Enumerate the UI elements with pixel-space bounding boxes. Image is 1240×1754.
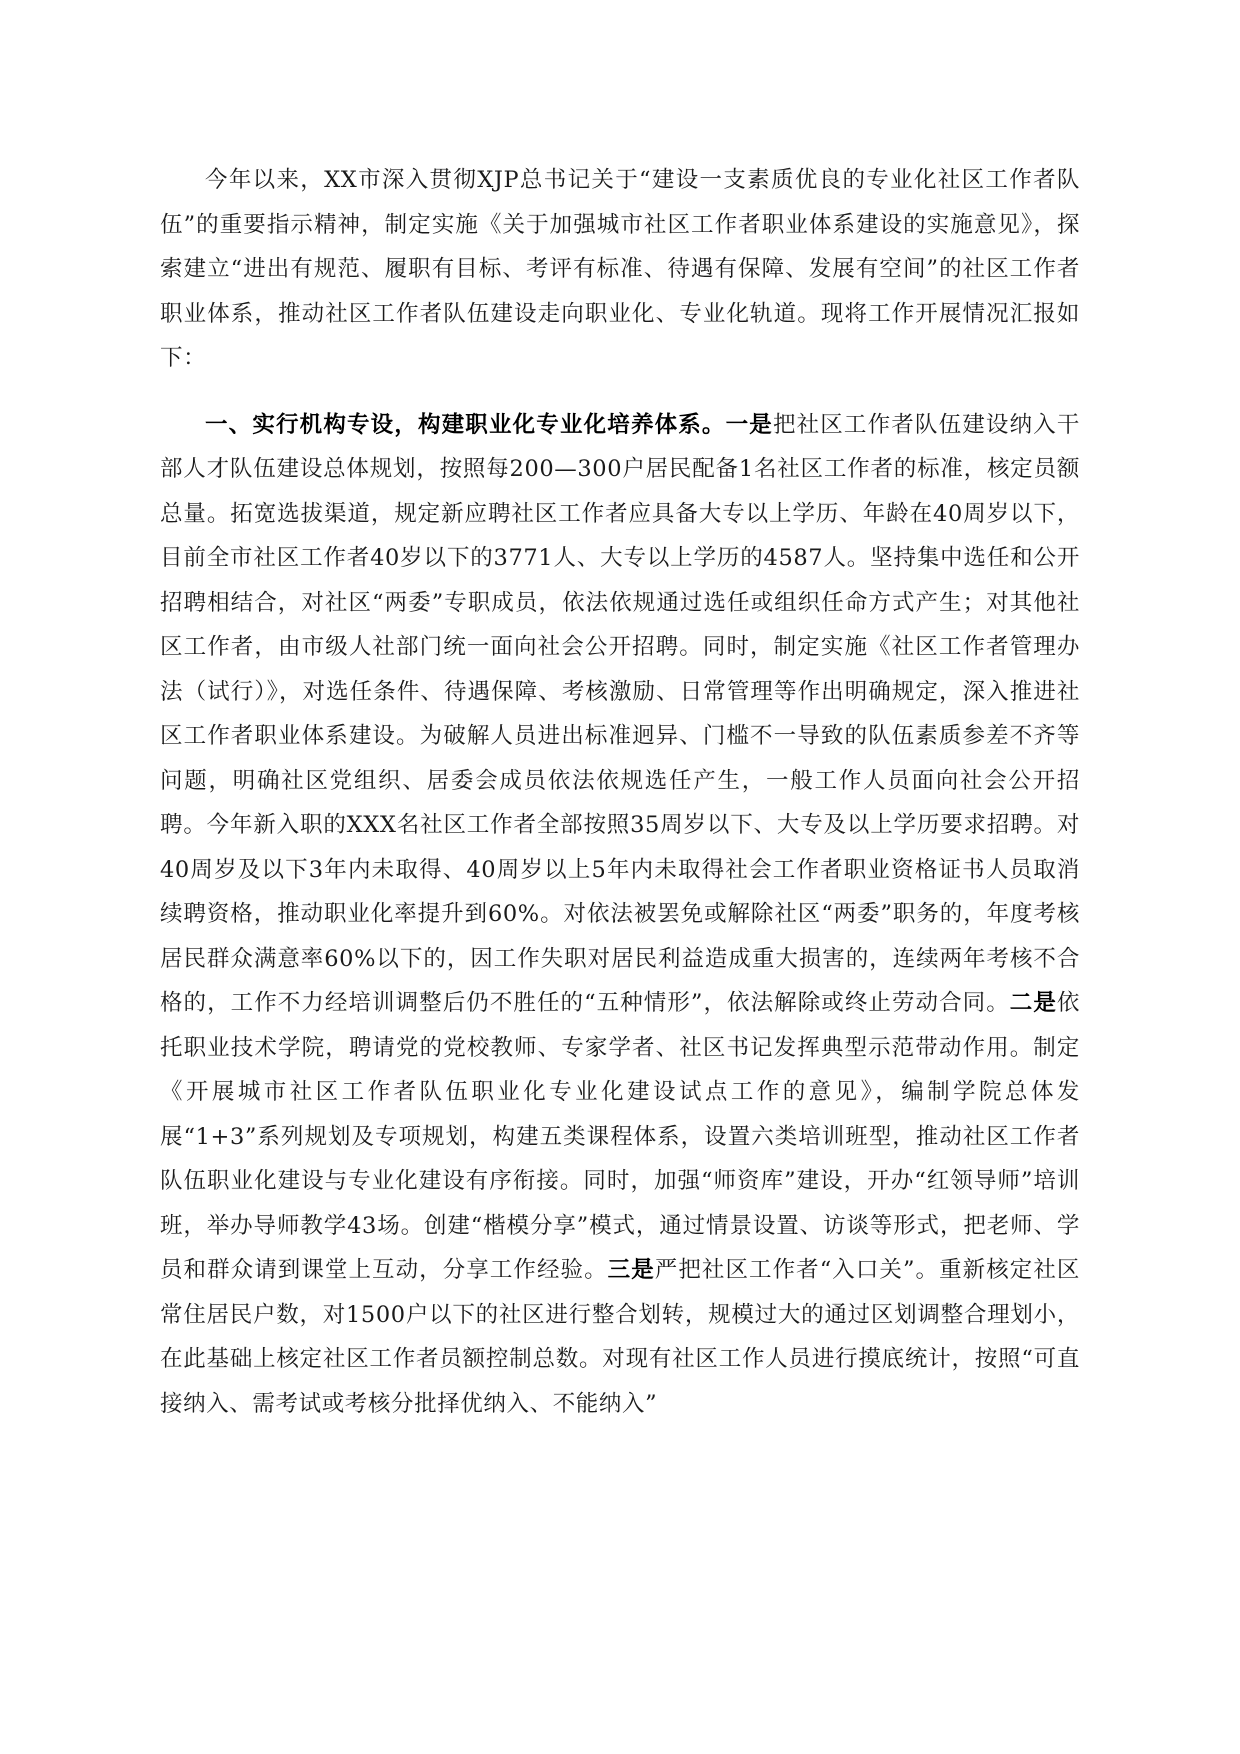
point-three-label: 三是: [607, 1257, 655, 1283]
point-one-text: 把社区工作者队伍建设纳入干部人才队伍建设总体规划，按照每200—300户居民配备1名社区工作者的标准，核定员额总量。拓宽选拔渠道，规定新应聘社区工作者应具备大专以上学历、年龄在40周岁以下，目前全市社区工作者40岁以下的3771人、大专以上学历的4587人。坚持集中选任和公开招聘相结合，对社区“两委”专职成员，依法依规通过选任或组织任命方式产生；对其他社区工作者，由市级人社部门统一面向社会公开招聘。同时，制定实施《社区工作者管理办法（试行）》，对选任条件、待遇保障、考核激励、日常管理等作出明确规定，深入推进社区工作者职业体系建设。为破解人员进出标准迥异、门槛不一导致的队伍素质参差不齐等问题，明确社区党组织、居委会成员依法依规选任产生，一般工作人员面向社会公开招聘。今年新入职的XXX名社区工作者全部按照35周岁以下、大专及以上学历要求招聘。对40周岁及以下3年内未取得、40周岁以上5年内未取得社会工作者职业资格证书人员取消续聘资格，推动职业化率提升到60%。对依法被罢免或解除社区“两委”职务的，年度考核居民群众满意率60%以下的，因工作失职对居民利益造成重大损害的，连续两年考核不合格的，工作不力经培训调整后仍不胜任的“五种情形”，依法解除或终止劳动合同。: [160, 411, 1080, 1016]
point-two-label: 二是: [1009, 990, 1057, 1016]
document-body: [160, 158, 1080, 1426]
point-one-label: 一是: [725, 411, 773, 438]
intro-paragraph: [160, 158, 1080, 381]
point-three-text: 严把社区工作者“入口关”。重新核定社区常住居民户数，对1500户以下的社区进行整合划转，规模过大的通过区划调整合理划小，在此基础上核定社区工作者员额控制总数。对现有社区工作人员进行摸底统计，按照“可直接纳入、需考试或考核分批择优纳入、不能纳入”: [160, 1257, 1081, 1417]
section-one-paragraph: [160, 403, 1080, 1427]
paragraph-text: 今年以来，XX市深入贯彻XJP总书记关于“建设一支素质优良的专业化社区工作者队伍”的重要指示精神，制定实施《关于加强城市社区工作者职业体系建设的实施意见》，探索建立“进出有规范、履职有目标、考评有标准、待遇有保障、发展有空间”的社区工作者职业体系，推动社区工作者队伍建设走向职业化、专业化轨道。现将工作开展情况汇报如下：: [160, 167, 1080, 371]
section-heading: 一、实行机构专设，构建职业化专业化培养体系。: [205, 411, 726, 438]
point-two-text: 依托职业技术学院，聘请党的党校教师、专家学者、社区书记发挥典型示范带动作用。制定《开展城市社区工作者队伍职业化专业化建设试点工作的意见》，编制学院总体发展“1+3”系列规划及专项规划，构建五类课程体系，设置六类培训班型，推动社区工作者队伍职业化建设与专业化建设有序衔接。同时，加强“师资库”建设，开办“红领导师”培训班，举办导师教学43场。创建“楷模分享”模式，通过情景设置、访谈等形式，把老师、学员和群众请到课堂上互动，分享工作经验。: [160, 990, 1080, 1283]
